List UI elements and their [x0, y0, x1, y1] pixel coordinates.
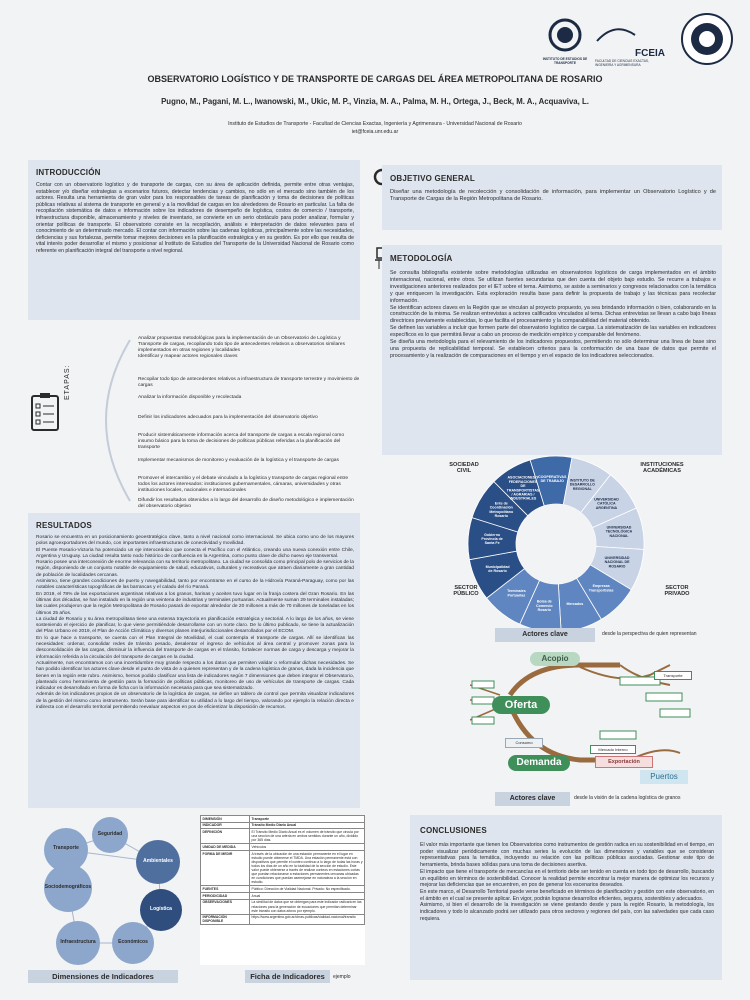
- cadena-caption: Actores clave: [495, 792, 570, 806]
- actor-label: UNIVERSIDAD CATÓLICA ARGENTINA: [594, 497, 619, 510]
- actores-caption: Actores clave: [495, 628, 595, 642]
- etapa-step: Definir los indicadores adecuados para la implementación del observatorio objetivo: [138, 415, 318, 420]
- ficha-value: https://www.argentina.gob.ar/obras-publicas/vialidad-nacional/transito: [250, 914, 365, 925]
- etapa-step: Analizar la información disponible y recolectada: [138, 395, 242, 401]
- cadena-mercado-interno: Mercado Interno: [590, 745, 636, 754]
- metodologia-panel: [382, 245, 722, 455]
- ficha-value: Público: Dirección de Vialidad Nacional. Privado: No especificado.: [250, 886, 365, 893]
- dimensiones-diagram: [28, 815, 193, 975]
- cadena-exportacion: Exportación: [595, 756, 653, 768]
- ficha-field: DIMENSIÓN: [201, 816, 250, 823]
- resultados-title: RESULTADOS: [36, 521, 92, 530]
- intro-text: Contar con un observatorio logístico y de transporte de cargas, con su área de aplicación definida, permite entre otras ventajas, establecer y/o diseñar estrategias a escenarios futuros, detectar tendencias y cambios, no sólo en el mercado sino también de los actores. Resulta una herramienta de gran valor para los responsables de tareas de planificación y toma de decisiones de políticas públicas relativas al sistema de transporte en general y a la movilidad de cargas en los alrededores de Rosario en particular. La falta de recopilación sistemática de datos e información sobre los indicadores de desempeño de logística, costos de comercio / transporte, infraestructura disponible, almacenamiento y niveles de inventario, se convierte en un serio obstáculo para poder analizar, formular y orientar políticas de transporte. El observatorio consiste en la recopilación, análisis e interpretación de datos relevantes para el conocimiento de un determinado mercado. El contar con información sobre las cadenas logísticas, principalmente sobre las necesidades, deficiencias y sus fortalezas, permite tomar mejores decisiones en la planificación estratégica y en su gestión. Es por ello que resulta de vital interés poder desarrollar el mismo y posicionar al Instituto de Estudios del Transporte de la Universidad Nacional de Rosario como referente en planificación integral del transporte a nivel regional.: [36, 182, 354, 254]
- metodologia-text: Se consulta bibliografía existente sobre metodologías utilizadas en observatorios logísticos de carga implementados en el ámbito internacional, nacional, entre otros. Se utilizan fuentes secundarias que den cuenta del objeto bajo estudio. Se recurre a trabajos e investigaciones anteriores realizados por el IET sobre el tema. Asimismo, se asiste a seminarios y congresos relacionados con la temática y que enriquecen la investigación. Esta exploración resulta base para definir la propuesta de trabajo y las técnicas para recolectar información. Se identifican actores claves en la Región que se vinculan al proyecto propuesto, ya sea brindando información o bien, colaborando en la construcción de la misma. Se realizan entrevistas a actores calificados vinculados al tema. Dichas entrevistas se llevan a cabo bajo líneas directrices previamente establecidas, lo que facilita el procesamiento y la comparabilidad del material obtenido. Se definen las variables a incluir que formen parte del observatorio logístico de cargas. La sistematización de las variables en indicadores específicos es lo que permitirá llevar a cabo un proceso de medición empírico y comparable del fenómeno. Se diseña una metodología para el relevamiento de los indicadores propuestos, permitiendo no sólo determinar una línea de base sino una propuesta de replicabilidad temporal. Se establecen criterios para la conformación de una base de datos que permite el procesamiento y la realización de comparaciones en el tiempo y en el espacio de los indicadores seleccionados.: [390, 270, 716, 359]
- label-logistica: Logística: [150, 906, 172, 912]
- actor-label: ASOCIACIONES Y FEDERACIONES DE TRANSPORTISTAS / AGRARIAS / INDUSTRIALES: [506, 475, 540, 501]
- ficha-row: [201, 822, 365, 829]
- ficha-value: A través de la ubicación de una estación permanente en el lugar en estudio puede obtenerse el TMDA. Una estación permanente está con dispositivos que permite el conteo continuo a lo largo de todas las horas y todos los días de un año en la totalidad de la sección de estudio. Este valor puede obtenerse a través de realizar conteos en estaciones cortas que puedan relacionarse a estaciones permanentes cercanas ubicadas en condiciones que puedan asemejarse en naturaleza a la sección en estudio.: [251, 851, 363, 885]
- actor-label: Bolsa de Comercio Rosario: [536, 599, 553, 613]
- ficha-value: El Tránsito Medio Diario Anual es el volumen de tránsito que circula por una sección de una arteria en ambos sentidos durante un año, dividido por 365 días.: [250, 829, 365, 844]
- header: [0, 0, 750, 150]
- metodologia-title: METODOLOGÍA: [390, 254, 453, 263]
- cadena-transporte: Transporte: [654, 671, 692, 680]
- etapa-step: Promover el intercambio y el debate vinculado a la logística y transporte de cargas regional entre todos los actores interesados: instituciones gubernamentales, cámaras, universidades y otras instituciones locales, nacionales e internacionales: [138, 476, 349, 494]
- conclusiones-title: CONCLUSIONES: [420, 826, 487, 835]
- etapa-step: Difundir los resultados obtenidos a lo largo del desarrollo de diseño metodológico e implementación del observatorio objetivo: [138, 497, 354, 509]
- label-sociodemograficos: Sociodemográficos: [44, 884, 92, 890]
- label-seguridad: Seguridad: [97, 831, 123, 837]
- email: iet@fceia.unr.edu.ar: [351, 129, 399, 135]
- intro-panel: [28, 160, 360, 320]
- sector-privado: SECTOR PRIVADO: [664, 585, 690, 597]
- actor-label: COOPERATIVAS DE TRABAJO: [538, 475, 567, 484]
- actor-label: UNIVERSIDAD TECNOLÓGICA NACIONAL: [605, 525, 633, 538]
- actor-label: Empresas Transportistas: [588, 584, 614, 593]
- ficha-field: FORMA DE MEDIR: [201, 850, 250, 885]
- ficha-field: UNIDAD DE MEDIDA: [201, 844, 250, 851]
- ficha-field: PERIODICIDAD: [201, 892, 250, 899]
- ficha-caption-note: ejemplo: [333, 974, 351, 980]
- donut-hole: [516, 504, 596, 584]
- poster-title: OBSERVATORIO LOGÍSTICO Y DE TRANSPORTE DE CARGAS DEL ÁREA METROPOLITANA DE ROSARIO: [147, 74, 603, 84]
- affiliation: Instituto de Estudios de Transporte - Facultad de Ciencias Exactas, Ingeniería y Agrimensura - Universidad Nacional de Rosario: [228, 121, 522, 127]
- actor-label: Ente de Coordinación Metropolitano Rosario: [489, 501, 514, 519]
- sector-instituciones-academicas: INSTITUCIONES ACADÉMICAS: [640, 462, 684, 474]
- objetivo-title: OBJETIVO GENERAL: [390, 174, 475, 183]
- cadena-puertos: Puertos: [640, 770, 688, 784]
- label-transporte: Transporte: [53, 845, 79, 851]
- ficha-field: OBSERVACIONES: [201, 899, 250, 914]
- actores-chart: [440, 450, 672, 640]
- resultados-panel: [28, 513, 360, 808]
- cadena-caption-note: desde la visión de la cadena logística de granos: [574, 795, 681, 801]
- actor-label: Municipalidad de Rosario: [485, 565, 510, 574]
- label-economicos: Económicos: [118, 939, 148, 945]
- etapa-step: Analizar propuestas metodológicas para la implementación de un Observatorio de Logística y Transporte de cargas, recopilando todo tipo de antecedentes relativos a observatorios similares implementados en otras regiones y localidades: [138, 335, 345, 353]
- dimensiones-caption: Dimensiones de Indicadores: [28, 970, 178, 983]
- actor-label: Gobierno Provincia de Santa Fe: [481, 532, 503, 546]
- actor-label: Mercados: [566, 602, 584, 607]
- ficha-row: [201, 816, 365, 823]
- ficha-value: Tránsito Medio Diario Anual: [250, 822, 365, 829]
- cadena-oferta: Oferta: [492, 696, 550, 714]
- fceia-logo: [595, 25, 665, 69]
- ficha-row: [201, 914, 365, 925]
- etapa-step: Producir sistemáticamente información acerca del transporte de cargas a escala regional como insumo básico para la toma de decisiones de políticas públicas referidas a la planificación del transporte: [138, 433, 345, 450]
- sector-sociedad-civil: SOCIEDAD CIVIL: [449, 462, 479, 474]
- ficha-value: Anual: [250, 892, 365, 899]
- ficha-field: DEFINICIÓN: [201, 829, 250, 844]
- checklist-icon: [30, 392, 62, 432]
- ficha-value: La similitud de datos que se obtengan para este indicador radicará en las relaciones para la generación de ecuaciones que permitan determinar este tránsito con datos aforos por ejemplo.: [250, 899, 365, 914]
- label-infraestructura: Infraestructura: [60, 939, 96, 945]
- iet-logo: [542, 18, 588, 68]
- cadena-demanda: Demanda: [508, 755, 570, 771]
- authors: Pugno, M., Pagani, M. L., Iwanowski, M., Ukic, M. P., Vinzia, M. A., Palma, M. H., Ortega, J., Beck, M. A., Acquaviva, L.: [161, 97, 589, 106]
- actor-label: UNIVERSIDAD NACIONAL DE ROSARIO: [604, 555, 630, 569]
- resultados-text: Rosario se encuentra en un posicionamiento geoestratégico clave, tanto a nivel nacional como internacional. Se ubica como uno de los mayores polos agroexportadores del mundo, con importantes infraestructuras de conectividad y movilidad. El Puente Rosario-Victoria ha potenciado un eje interoceánico que conecta el Pacífico con el Atlántico, creando una nueva conexión entre Chile, Argentina y Uruguay. La ciudad resulta tanto nodo histórico de confluencia en la Argentina, como punto clave de dicho nuevo eje transversal. Rosario posee una interconexión de enorme relevancia con su territorio metropolitano. La ciudad se consolida como principal polo de servicios de la región, disponiendo de un conjunto notable de equipamiento de salud, educativos, culturales y recreativos que atraen diariamente a gran cantidad de población de localidades cercanas. Asimismo, tiene grandes condiciones de puerto y navegabilidad, tanto por encontrarse en el curso de la Hidrovía Paraná-Paraguay, como por las notables características topográficas de las barrancas y el calado del río Paraná. En 2019, el 78% de las exportaciones argentinas relativas a los granos, harinas y aceites tuvo lugar en la franja costera del Gran Rosario. En las últimas dos décadas, se han instalado en la región una veintena de industrias y terminales portuarias. Actualmente suman 29 terminales instaladas; las cuales produjeron que la región Metropolitana de Rosario pasará de exportar alrededor de 20 millones a más de 70 millones de toneladas en los últimos 25 años. La ciudad de Rosario y su área metropolitana tiene una extensa trayectoria en planificación estratégica y sectorial. A lo largo de los años, se viene sosteniendo el ejercicio de planificar, lo que viene permitiéndole desarrollarse con un norte claro. De lo último publicado, se tiene la actualización del Plan Urbano en 2019, el Plan de Acción Climática y diversos planes interjurisdiccionales desarrollados por el ECOM. En lo que hace a transporte, se cuenta con el Plan Integral de Movilidad, el cual contempla el transporte de cargas. Allí se identifican las necesidades: ordenar, consolidar redes de tránsito pesado, desalentar el ingreso de vehículos al área central y promover zonas para la desconsolidación de las cargas, disminuir la influencia del transporte de cargas en el tránsito, fortalecer normas de carga y descarga y mejorar la información referida a la circulación del transporte de cargas en la ciudad. Actualmente, nos encontramos con una incertidumbre muy grande respecto a los datos que permiten validar o reformular dichas necesidades. Se han podido identificar los actores clave desde el punto de vista de a quienes representan y de la cadena logística de granos, dada la incidencia que tienen en la región este rubro. Asimismo, hemos podido clasificar una lista de indicadores según 7 dimensiones que deben integrar el Observatorio, planteado como herramienta de gestión para la formación de políticas públicas, monitoreo de uso de vehículos de transporte de cargas. Cada indicador es desarrollado en forma de ficha con la información necesaria para que sea sistematizado. Además de los indicadores propios de un observatorio de la logística de cargas, se define un tablero de control que permita visualizar indicadores de la gestión del mismo como instrumento. Serán base para identificar su utilidad a lo largo del tiempo, valorando por ejemplo la relación directa e indirecta con el desarrollo territorial permitiendo reevaluar aspectos en pos de eficientizar la disposición de recursos.: [36, 535, 354, 711]
- ficha-row: [201, 829, 365, 844]
- etapas-curve: [90, 338, 138, 503]
- ficha-value: Vehículos: [250, 844, 365, 851]
- ficha-row: [201, 844, 365, 851]
- ficha-row: [201, 892, 365, 899]
- label-ambientales: Ambientales: [143, 858, 173, 864]
- sector-publico: SECTOR PÚBLICO: [453, 585, 479, 597]
- ficha-field: INDICADOR: [201, 822, 250, 829]
- unr-logo: [680, 12, 734, 66]
- ficha-row: [201, 886, 365, 893]
- fceia-logo-sub: FACULTAD DE CIENCIAS EXACTAS, INGENIERÍA Y AGRIMENSURA: [595, 59, 649, 67]
- etapa-step: Identificar y mapear actores regionales claves: [138, 353, 238, 359]
- ficha-row: [201, 850, 365, 885]
- unr-seal-icon: [680, 12, 734, 66]
- ficha-table: [200, 815, 365, 965]
- objetivo-text: Diseñar una metodología de recolección y consolidación de información, para implementar un Observatorio Logístico y de Transporte de Cargas de la Región Metropolitana de Rosario.: [390, 189, 716, 202]
- actor-label: INSTITUTO DE DESARROLLO REGIONAL: [569, 478, 595, 491]
- actores-caption-note: desde la perspectiva de quien representan: [602, 631, 697, 637]
- dimensiones-network: [28, 815, 193, 975]
- ficha-row: [201, 899, 365, 914]
- conclusiones-text: El valor más importante que tienen los Observatorios como instrumentos de gestión radica en su sostenibilidad en el tiempo, en poder visualizar periódicamente con muchas series la evolución de las dimensiones y variables que se consideran representativas para la temática, incluyendo su relación con las políticas públicas asociadas. Gestionar este tipo de herramienta, brinda bases sólidas para una toma de decisiones asertiva. El impacto que tiene el transporte de mercancías en el territorio debe ser tenido en cuenta en todo tipo de desarrollo, buscando un equilibrio en términos de sostenibilidad. Conocer la realidad permite encontrar la mejor manera de optimizar los recursos y mejorar las deficiencias que se encuentren, en pos de generar los escenarios deseados. En este marco, el Desarrollo Territorial puede verse beneficiado en términos de planificación y gestión con este observatorio, en el ámbito en el cual se presente aplicar. En vigor, podrán lograrse desarrollos eficientes, seguros, sostenibles y adecuados. Asimismo, si bien el desarrollo de la investigación se viene gestando desde y para la región Rosario, la metodología, los indicadores y todo lo alcanzado podrá ser utilizado para otros sectores y regiones del país, con las salvedades que cada caso requiera.: [420, 842, 714, 922]
- ficha-value: Transporte: [250, 816, 365, 823]
- etapa-step: Implementar mecanismos de monitoreo y evaluación de la logística y el transporte de cargas: [138, 458, 339, 464]
- cadena-consumo: Consumo: [505, 738, 543, 748]
- etapa-step: Recopilar todo tipo de antecedentes relativos a infraestructura de transporte terrestre y movimiento de cargas: [138, 377, 360, 389]
- fceia-logo-text: FCEIA: [635, 48, 665, 59]
- ficha-field: INFORMACIÓN DISPONIBLE: [201, 914, 250, 925]
- ficha-caption: Ficha de Indicadores: [245, 970, 330, 983]
- ficha-field: FUENTES: [201, 886, 250, 893]
- etapas-label: ETAPAS:: [64, 364, 71, 400]
- cadena-acopio: Acopio: [530, 652, 580, 666]
- conclusiones-panel: [410, 815, 722, 980]
- iet-logo-text: INSTITUTO DE ESTUDIOS DE TRANSPORTE: [542, 57, 588, 65]
- objetivo-panel: [382, 165, 722, 230]
- actor-label: Terminales Portuarias: [507, 589, 526, 598]
- intro-title: INTRODUCCIÓN: [36, 168, 101, 177]
- etapas-section: [28, 330, 360, 510]
